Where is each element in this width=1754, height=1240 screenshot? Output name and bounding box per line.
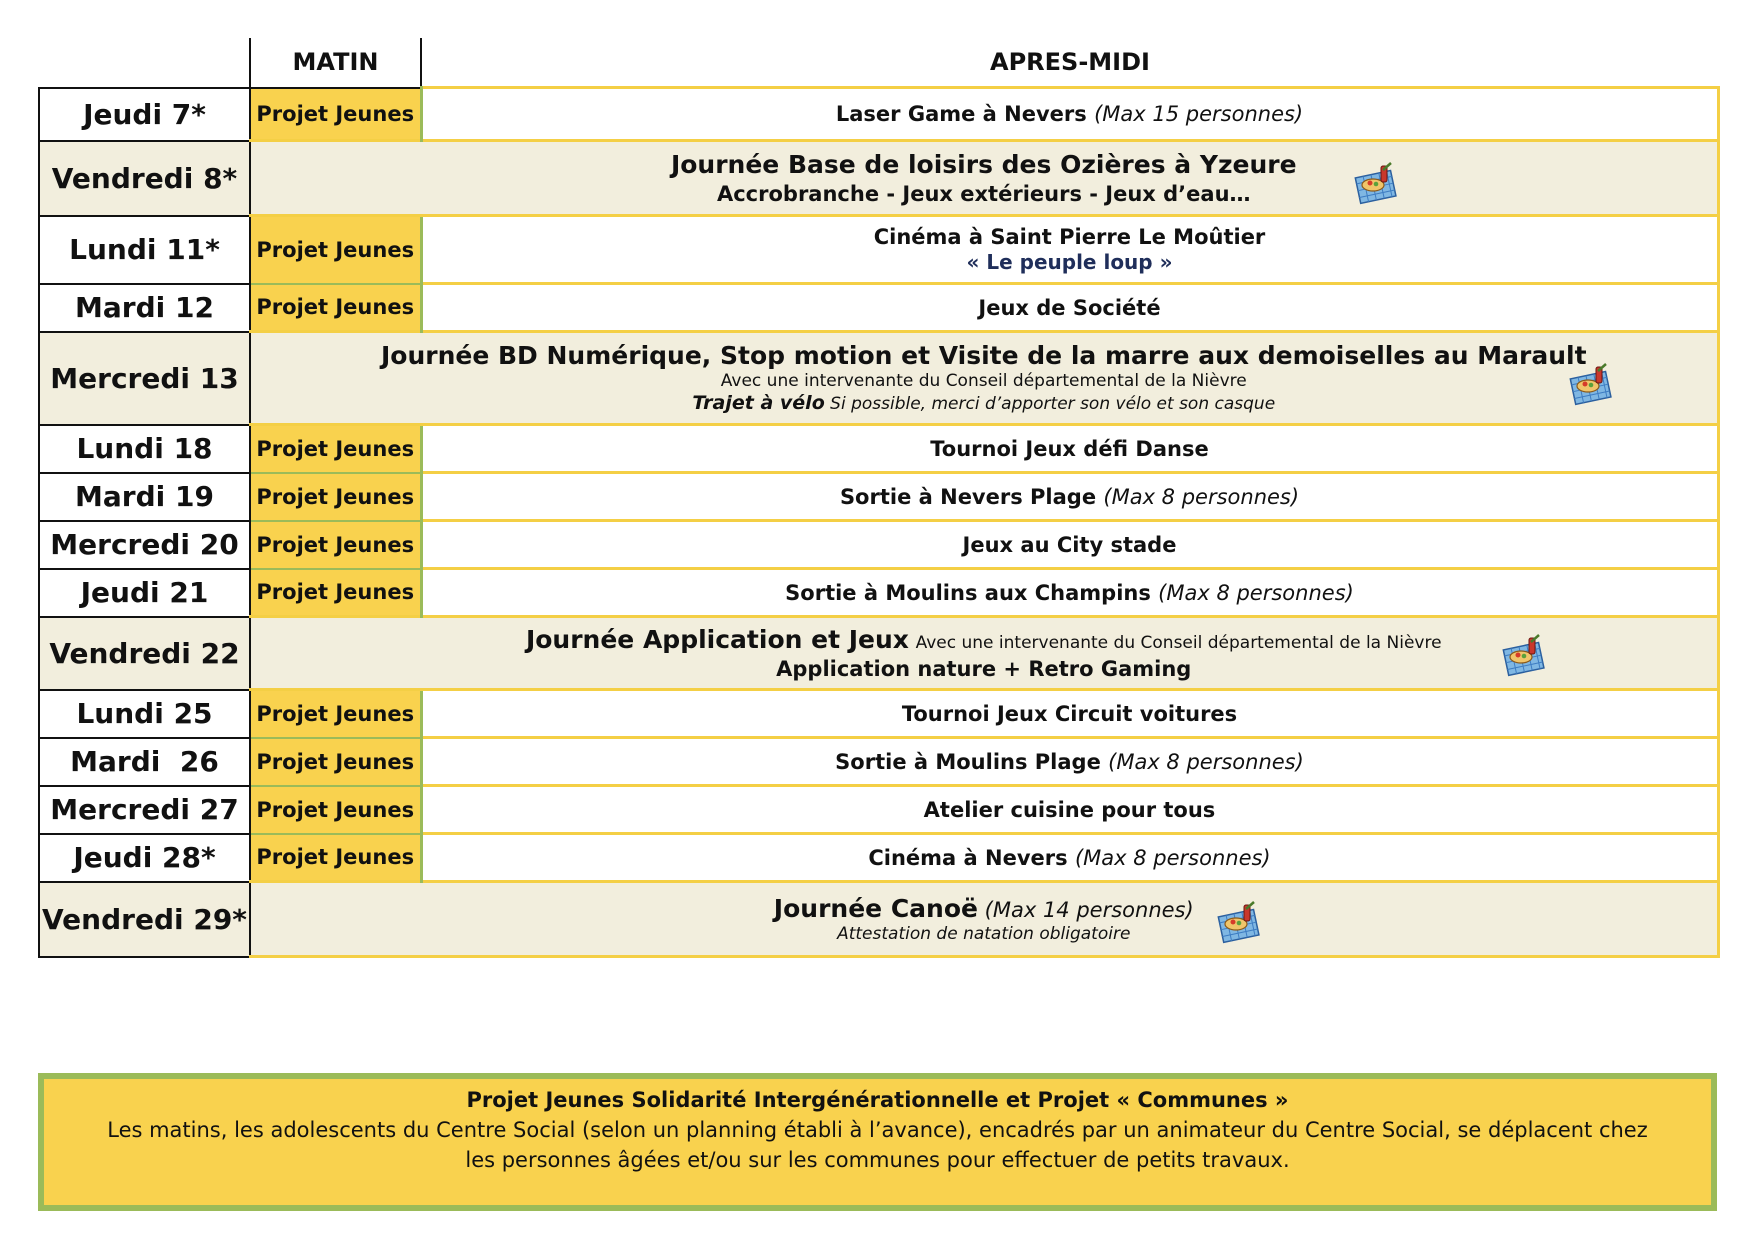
journee-title-note: Avec une intervenante du Conseil départemental de la Nièvre: [915, 633, 1442, 654]
activity-text: Laser Game à Nevers: [835, 102, 1087, 126]
day-label: Vendredi 29*: [39, 882, 250, 957]
row-mardi-12: [39, 284, 1718, 332]
film-title: « Le peuple loup »: [966, 250, 1173, 275]
matin-cell: Projet Jeunes: [250, 834, 421, 882]
journee-title: Journée Base de loisirs des Ozières à Yzeure: [670, 150, 1297, 180]
matin-cell: Projet Jeunes: [250, 284, 421, 332]
day-label: Lundi 18: [39, 425, 250, 473]
matin-cell: Projet Jeunes: [250, 569, 421, 617]
activity-text: Tournoi Jeux défi Danse: [930, 436, 1209, 461]
row-vendredi-22: [39, 617, 1718, 690]
activity-text: Sortie à Nevers Plage: [839, 484, 1097, 509]
schedule-table: [38, 38, 1720, 958]
journee-subtitle: Attestation de natation obligatoire: [837, 924, 1131, 944]
row-mercredi-27: [39, 786, 1718, 834]
picnic-icon: [1351, 160, 1399, 206]
day-label: Mercredi 20: [39, 521, 250, 569]
journee-cell: [250, 617, 1718, 690]
row-vendredi-8: [39, 141, 1718, 216]
picnic-icon: [1566, 361, 1614, 407]
day-label: Jeudi 28*: [39, 834, 250, 882]
row-jeudi-7: [39, 88, 1718, 141]
journee-title: Journée Canoë: [773, 893, 978, 923]
day-label: Mercredi 13: [39, 332, 250, 425]
activity-cell: [421, 521, 1718, 569]
activity-cell: [421, 569, 1718, 617]
day-label: Vendredi 8*: [39, 141, 250, 216]
day-label: Mardi 19: [39, 473, 250, 521]
header-day-cell: [39, 38, 250, 88]
activity-cell: [421, 284, 1718, 332]
row-mardi-26: [39, 738, 1718, 786]
row-jeudi-28: [39, 834, 1718, 882]
journee-subtitle: Accrobranche - Jeux extérieurs - Jeux d’eau…: [716, 181, 1251, 206]
activity-text: Cinéma à Saint Pierre Le Moûtier: [873, 224, 1266, 249]
journee-title: Journée BD Numérique, Stop motion et Visite de la marre aux demoiselles au Marault: [380, 340, 1587, 370]
projet-jeunes-note: [38, 1073, 1717, 1211]
day-label: Mardi 12: [39, 284, 250, 332]
activity-cell: [421, 738, 1718, 786]
activity-cell: [421, 473, 1718, 521]
matin-cell: Projet Jeunes: [250, 88, 421, 141]
day-label: Jeudi 7*: [39, 88, 250, 141]
picnic-icon: [1499, 632, 1547, 678]
journee-cell: [250, 332, 1718, 425]
matin-cell: Projet Jeunes: [250, 738, 421, 786]
header-apres-midi: APRES-MIDI: [421, 38, 1718, 88]
day-label: Jeudi 21: [39, 569, 250, 617]
activity-note: (Max 8 personnes): [1074, 845, 1271, 870]
activity-text: Jeux de Société: [978, 295, 1161, 320]
activity-text: Sortie à Moulins Plage: [835, 749, 1101, 774]
activity-note: (Max 8 personnes): [1158, 580, 1354, 605]
activity-cell: [421, 88, 1718, 141]
row-vendredi-29: [39, 882, 1718, 957]
activity-cell: [421, 690, 1718, 738]
day-label: Mercredi 27: [39, 786, 250, 834]
row-mercredi-20: [39, 521, 1718, 569]
row-lundi-25: [39, 690, 1718, 738]
picnic-icon: [1214, 899, 1262, 945]
matin-cell: Projet Jeunes: [250, 521, 421, 569]
journee-subtitle: Avec une intervenante du Conseil départemental de la Nièvre: [720, 371, 1247, 392]
activity-text: Jeux au City stade: [962, 532, 1177, 557]
day-label: Lundi 11*: [39, 216, 250, 284]
matin-cell: Projet Jeunes: [250, 216, 421, 284]
matin-cell: Projet Jeunes: [250, 473, 421, 521]
row-jeudi-21: [39, 569, 1718, 617]
row-mardi-19: [39, 473, 1718, 521]
row-lundi-18: [39, 425, 1718, 473]
activity-note: (Max 15 personnes): [1094, 102, 1304, 126]
row-lundi-11: [39, 216, 1718, 284]
activity-cell: [421, 216, 1718, 284]
activity-text: Sortie à Moulins aux Champins: [785, 580, 1151, 605]
activity-note: (Max 8 personnes): [1108, 749, 1304, 774]
matin-cell: Projet Jeunes: [250, 690, 421, 738]
note-text: Les matins, les adolescents du Centre Social (selon un planning établi à l’avance), encadrés par un animateur du Centre Social, se déplacent chez les personnes âgées et/ou sur les communes pour effectuer de petits travaux.: [107, 1118, 1648, 1172]
day-label: Vendredi 22: [39, 617, 250, 690]
activity-text: Cinéma à Nevers: [868, 845, 1068, 870]
day-label: Mardi 26: [39, 738, 250, 786]
activity-cell: [421, 786, 1718, 834]
header-matin: MATIN: [250, 38, 421, 88]
matin-cell: Projet Jeunes: [250, 425, 421, 473]
velo-label: Trajet à vélo: [692, 392, 825, 415]
journee-cell: [250, 882, 1718, 957]
note-title: Projet Jeunes Solidarité Intergénérationnelle et Projet « Communes »: [466, 1088, 1289, 1112]
activity-text: Tournoi Jeux Circuit voitures: [901, 701, 1238, 726]
activity-cell: [421, 425, 1718, 473]
journee-title-note: (Max 14 personnes): [984, 897, 1194, 922]
matin-cell: Projet Jeunes: [250, 786, 421, 834]
activity-cell: [421, 834, 1718, 882]
activity-note: (Max 8 personnes): [1103, 484, 1300, 509]
day-label: Lundi 25: [39, 690, 250, 738]
activity-text: Atelier cuisine pour tous: [923, 797, 1216, 822]
velo-note: Si possible, merci d’apporter son vélo et son casque: [830, 394, 1276, 415]
journee-cell: [250, 141, 1718, 216]
row-mercredi-13: [39, 332, 1718, 425]
journee-subtitle: Application nature + Retro Gaming: [776, 656, 1192, 681]
header-row: [39, 38, 1718, 88]
journee-title: Journée Application et Jeux: [525, 625, 909, 655]
